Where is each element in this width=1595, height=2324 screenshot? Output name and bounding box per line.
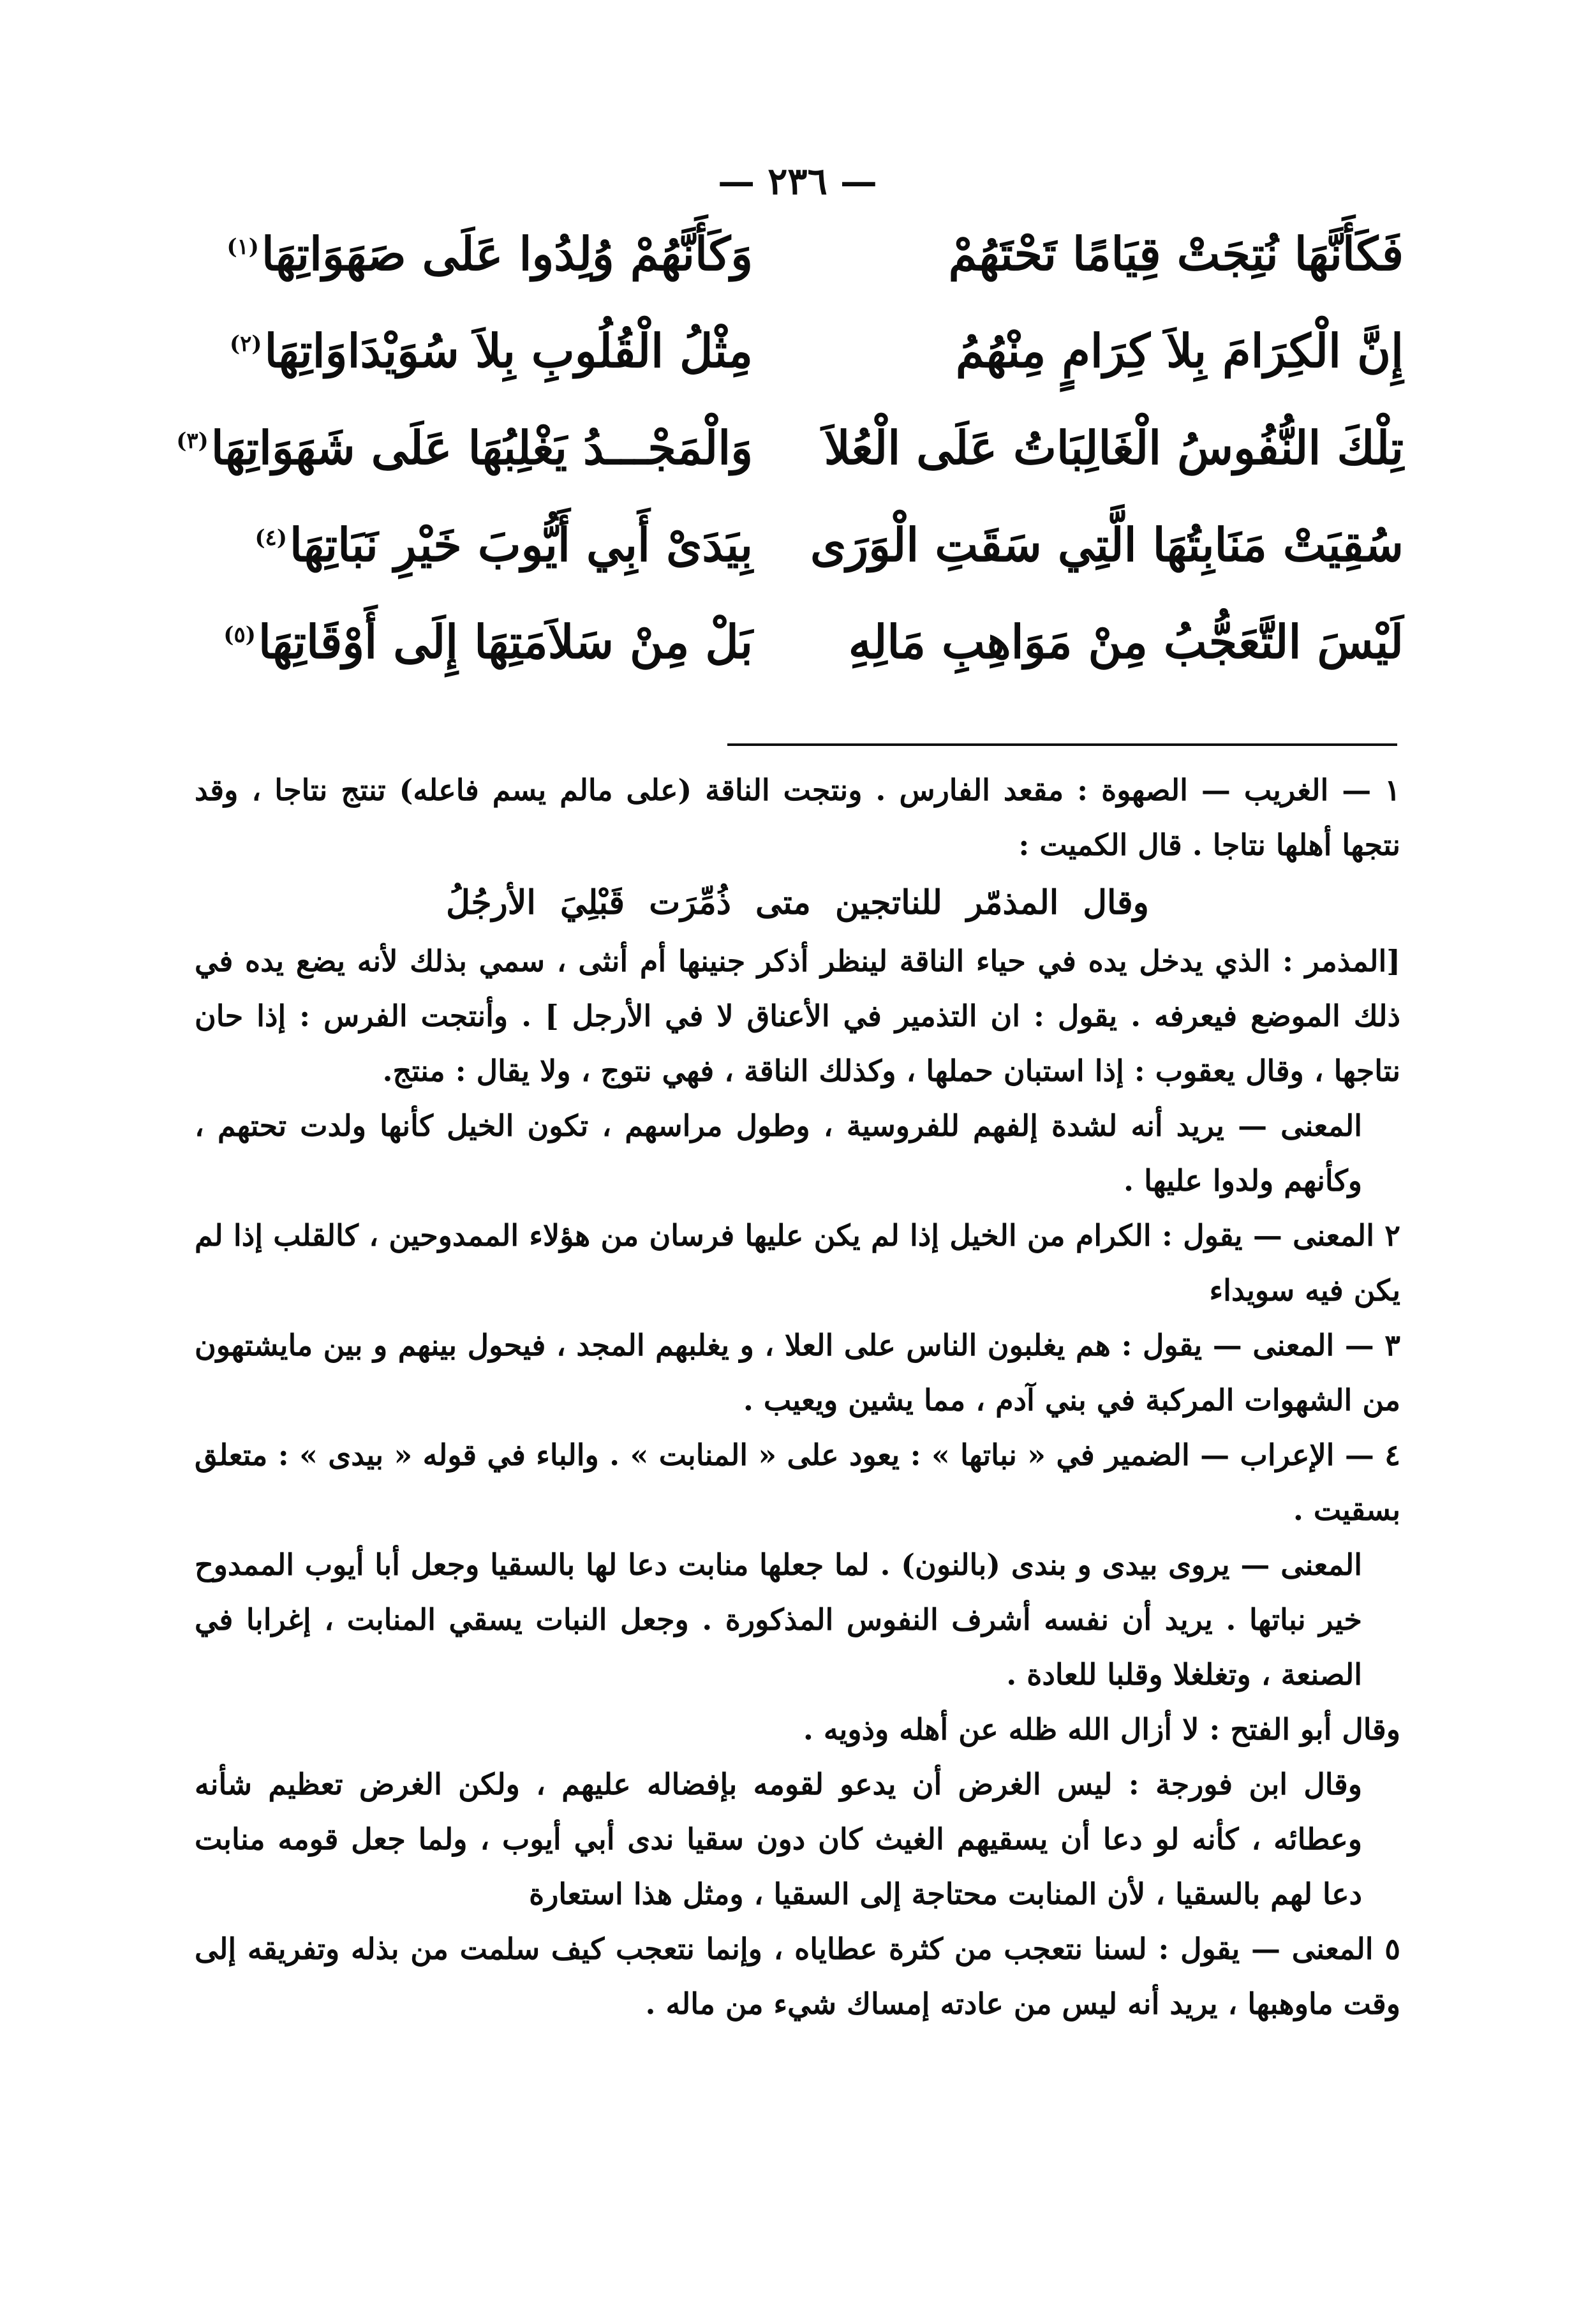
commentary-paragraph: ٣ — المعنى — يقول : هم يغلبون الناس على العلا ، و يغلبهم المجد ، فيحول بينهم و بين مايشتهون من الشهوات المركبة في بني آدم ، مما يشين ويعيب . [195,1328,1400,1417]
second-hemistich [191,518,753,572]
commentary-paragraph: المعنى — يروى بيدى و بندى (بالنون) . لما جعلها منابت دعا لها بالسقيا وجعل أبا أيوب الممدوح خير نباتها . يريد أن نفسه أشرف النفوس المذكورة . وجعل النبات يسقي المنابت ، إغرابا في الصنعة ، وتغلغلا وقلبا للعادة . [195,1547,1362,1692]
hemistich-text: وَالْمَجْـــدُ يَغْلِبُهَا عَلَى شَهَوَاتِهَا [211,421,753,475]
commentary [195,763,1400,2031]
commentary-paragraph: ١ — الغريب — الصهوة : مقعد الفارس . ونتجت الناقة (على مالم يسم فاعله) تنتج نتاجا ، وقد نتجها أهلها نتاجا . قال الكميت : [195,773,1400,862]
separator-rule [727,743,1397,746]
footnote-marker: (٥) [223,622,256,648]
footnote-marker: (٤) [255,525,287,551]
hemistich-text: بَلْ مِنْ سَلاَمَتِهَا إِلَى أَوْقَاتِهَا [258,615,753,669]
first-hemistich: سُقِيَتْ مَنَابِتُهَا الَّتِي سَقَتِ الْوَرَى [810,518,1404,572]
poem [176,227,1404,711]
quoted-verse: وقال المذمّر للناتجين متى ذُمِّرَت قَبْلِيَ الأرجُلُ [446,883,1149,922]
verse-line [191,227,1404,324]
commentary-paragraph: ٥ المعنى — يقول : لسنا نتعجب من كثرة عطاياه ، وإنما نتعجب كيف سلمت من بذله وتفريقه إلى وقت ماوهبها ، يريد أنه ليس من عادته إمساك شيء من ماله . [195,1932,1400,2021]
commentary-paragraph: وقال أبو الفتح : لا أزال الله ظله عن أهله وذويه . [803,1712,1400,1747]
hemistich-text: مِثْلُ الْقُلُوبِ بِلاَ سُوَيْدَاوَاتِهَا [264,324,753,378]
second-hemistich [176,421,753,475]
footnote-marker: (٣) [176,428,209,454]
verse-line [191,615,1404,711]
verse-line [191,518,1404,615]
commentary-paragraph: ٢ المعنى — يقول : الكرام من الخيل إذا لم يكن عليها فرسان من هؤلاء الممدوحين ، كالقلب إذا لم يكن فيه سويداء [195,1218,1400,1307]
commentary-paragraph: ٤ — الإعراب — الضمير في « نباتها » : يعود على « المنابت » . والباء في قوله « بيدى » : متعلق بسقيت . [195,1438,1400,1527]
second-hemistich [191,227,753,281]
footnote-marker: (١) [226,234,259,260]
hemistich-text: بِيَدَىْ أَبِي أَيُّوبَ خَيْرِ نَبَاتِهَا [289,518,753,572]
footnote-marker: (٢) [230,331,262,357]
commentary-paragraph: [المذمر : الذي يدخل يده في حياء الناقة لينظر أذكر جنينها أم أنثى ، سمي بذلك لأنه يضع يده في ذلك الموضع فيعرفه . يقول : ان التذمير في الأعناق لا في الأرجل ] . وأنتجت الفرس : إذا حان نتاجها ، وقال يعقوب : إذا استبان حملها ، وكذلك الناقة ، فهي نتوج ، ولا يقال : منتج. [195,944,1400,1088]
first-hemistich: تِلْكَ النُّفُوسُ الْغَالِبَاتُ عَلَى الْعُلاَ [824,421,1404,475]
verse-line [176,421,1404,518]
second-hemistich [191,615,753,669]
first-hemistich: لَيْسَ التَّعَجُّبُ مِنْ مَوَاهِبِ مَالِهِ [848,615,1404,669]
second-hemistich [191,324,753,378]
verse-line [191,324,1404,421]
first-hemistich: إِنَّ الْكِرَامَ بِلاَ كِرَامٍ مِنْهُمُ [955,324,1404,378]
commentary-paragraph: وقال ابن فورجة : ليس الغرض أن يدعو لقومه بإفضاله عليهم ، ولكن الغرض تعظيم شأنه وعطائه ، كأنه لو دعا أن يسقيهم الغيث كان دون سقيا ندى أبي أيوب ، ولما جعل قومه منابت دعا لهم بالسقيا ، لأن المنابت محتاجة إلى السقيا ، ومثل هذا استعارة [195,1767,1362,1911]
commentary-paragraph: المعنى — يريد أنه لشدة إلفهم للفروسية ، وطول مراسهم ، تكون الخيل كأنها ولدت تحتهم ، وكأنهم ولدوا عليها . [195,1108,1362,1198]
hemistich-text: وَكَأَنَّهُمْ وُلِدُوا عَلَى صَهَوَاتِهَا [261,227,753,281]
page-number: — ٢٣٦ — [718,160,877,203]
first-hemistich: فَكَأَنَّهَا نُتِجَتْ قِيَامًا تَحْتَهُمْ [948,227,1404,281]
